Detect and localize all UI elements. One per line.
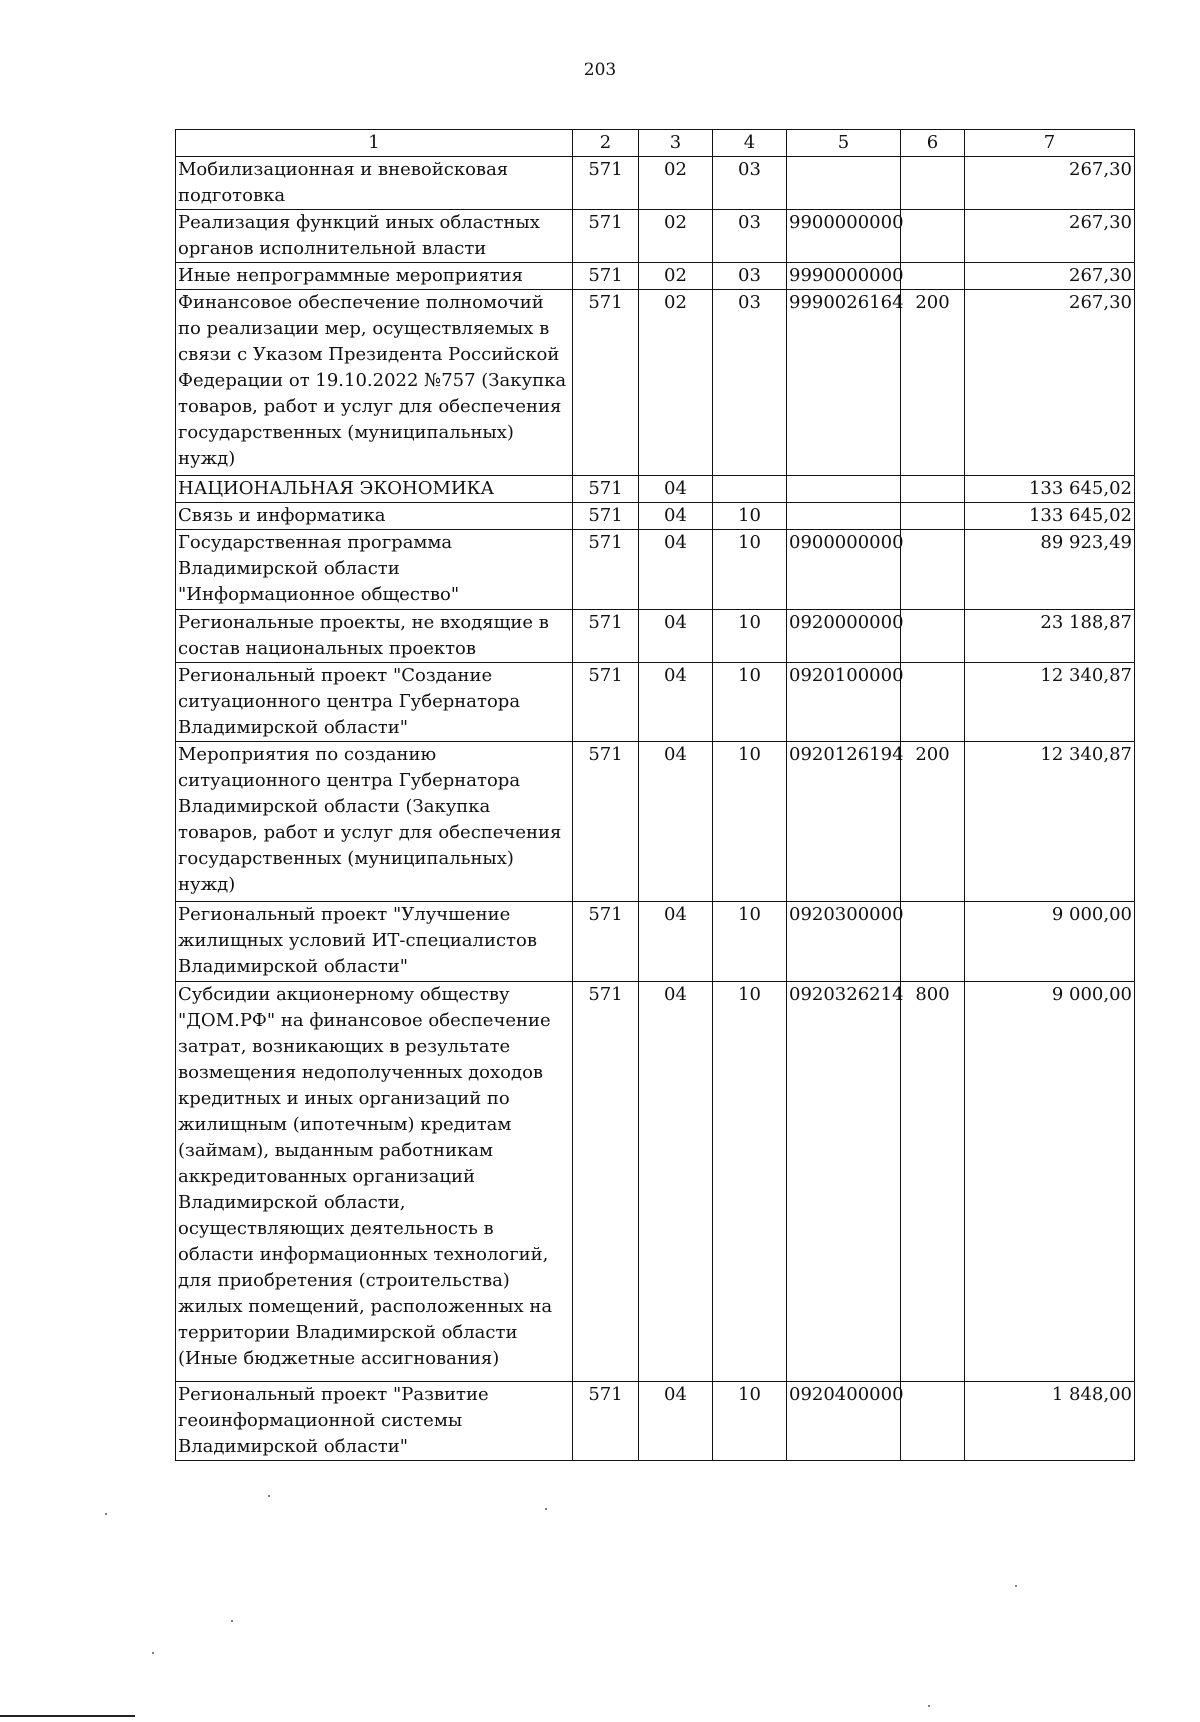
row-code-gr: 571: [573, 530, 639, 610]
row-code-gr: 571: [573, 210, 639, 263]
row-name: Иные непрограммные мероприятия: [176, 263, 573, 290]
row-code-csr: 0920000000: [787, 610, 901, 663]
row-code-rz: 04: [639, 663, 713, 742]
row-name: Мероприятия по созданию ситуационного центра Губернатора Владимирской области (Закупка товаров, работ и услуг для обеспечения государственных (муниципальных) нужд): [176, 742, 573, 902]
row-code-rz: 04: [639, 476, 713, 503]
row-code-pr: 10: [713, 902, 787, 982]
row-code-vr: [901, 503, 965, 530]
row-code-pr: 10: [713, 982, 787, 1382]
row-code-csr: [787, 476, 901, 503]
row-sum: 133 645,02: [965, 503, 1135, 530]
row-sum: 133 645,02: [965, 476, 1135, 503]
row-code-vr: [901, 610, 965, 663]
row-code-gr: 571: [573, 290, 639, 476]
row-code-pr: 10: [713, 503, 787, 530]
row-code-gr: 571: [573, 1382, 639, 1461]
row-sum: 9 000,00: [965, 982, 1135, 1382]
bottom-edge-rule: [0, 1715, 135, 1717]
row-name: Государственная программа Владимирской области "Информационное общество": [176, 530, 573, 610]
row-code-gr: 571: [573, 742, 639, 902]
row-sum: 89 923,49: [965, 530, 1135, 610]
table-row: [176, 263, 1135, 290]
table-row: [176, 210, 1135, 263]
row-name: Субсидии акционерному обществу "ДОМ.РФ" на финансовое обеспечение затрат, возникающих в результате возмещения недополученных доходов кредитных и иных организаций по жилищным (ипотечным) кредитам (займам), выданным работникам аккредитованных организаций Владимирской области, осуществляющих деятельность в области информационных технологий, для приобретения (строительства) жилых помещений, расположенных на территории Владимирской области (Иные бюджетные ассигнования): [176, 982, 573, 1382]
row-name: Финансовое обеспечение полномочий по реализации мер, осуществляемых в связи с Указом Президента Российской Федерации от 19.10.2022 №757 (Закупка товаров, работ и услуг для обеспечения государственных (муниципальных) нужд): [176, 290, 573, 476]
row-code-gr: 571: [573, 503, 639, 530]
row-code-rz: 04: [639, 742, 713, 902]
row-code-vr: [901, 1382, 965, 1461]
table-row: [176, 902, 1135, 982]
row-code-vr: 800: [901, 982, 965, 1382]
row-code-csr: 0920126194: [787, 742, 901, 902]
scan-speck: [105, 1513, 107, 1515]
row-code-pr: 03: [713, 210, 787, 263]
table-header-row: [176, 130, 1135, 157]
row-code-csr: 9900000000: [787, 210, 901, 263]
page-number: 203: [583, 60, 617, 80]
row-code-rz: 04: [639, 1382, 713, 1461]
row-code-rz: 04: [639, 503, 713, 530]
row-code-pr: 10: [713, 530, 787, 610]
row-code-vr: [901, 157, 965, 210]
row-code-csr: 0900000000: [787, 530, 901, 610]
header-cell-7: 7: [965, 130, 1135, 157]
row-code-gr: 571: [573, 663, 639, 742]
scan-speck: [545, 1508, 547, 1510]
row-code-pr: 03: [713, 290, 787, 476]
row-code-pr: [713, 476, 787, 503]
row-sum: 267,30: [965, 263, 1135, 290]
row-code-csr: 9990000000: [787, 263, 901, 290]
header-cell-5: 5: [787, 130, 901, 157]
table-row: [176, 742, 1135, 902]
row-code-vr: [901, 263, 965, 290]
row-code-gr: 571: [573, 902, 639, 982]
scan-speck: [1015, 1585, 1017, 1587]
row-sum: 267,30: [965, 157, 1135, 210]
row-name: Региональные проекты, не входящие в состав национальных проектов: [176, 610, 573, 663]
row-code-gr: 571: [573, 263, 639, 290]
row-code-csr: 0920300000: [787, 902, 901, 982]
row-name: НАЦИОНАЛЬНАЯ ЭКОНОМИКА: [176, 476, 573, 503]
row-code-gr: 571: [573, 476, 639, 503]
row-code-vr: [901, 530, 965, 610]
row-code-rz: 02: [639, 290, 713, 476]
row-code-rz: 04: [639, 610, 713, 663]
row-code-csr: 9990026164: [787, 290, 901, 476]
budget-table: [175, 129, 1135, 1461]
header-cell-2: 2: [573, 130, 639, 157]
row-code-rz: 02: [639, 263, 713, 290]
scan-speck: [268, 1495, 270, 1497]
row-code-vr: [901, 210, 965, 263]
row-code-gr: 571: [573, 982, 639, 1382]
row-code-rz: 04: [639, 902, 713, 982]
row-sum: 267,30: [965, 290, 1135, 476]
row-code-pr: 03: [713, 263, 787, 290]
row-code-pr: 10: [713, 610, 787, 663]
scan-speck: [231, 1620, 233, 1622]
row-code-rz: 02: [639, 210, 713, 263]
table-row: [176, 157, 1135, 210]
row-code-rz: 04: [639, 982, 713, 1382]
header-cell-3: 3: [639, 130, 713, 157]
header-cell-1: 1: [176, 130, 573, 157]
row-name: Региональный проект "Улучшение жилищных условий ИТ-специалистов Владимирской области": [176, 902, 573, 982]
row-code-rz: 04: [639, 530, 713, 610]
row-sum: 267,30: [965, 210, 1135, 263]
row-sum: 9 000,00: [965, 902, 1135, 982]
table-row: [176, 503, 1135, 530]
row-name: Региональный проект "Создание ситуационного центра Губернатора Владимирской области": [176, 663, 573, 742]
table-row: [176, 530, 1135, 610]
row-code-vr: [901, 663, 965, 742]
row-sum: 1 848,00: [965, 1382, 1135, 1461]
row-name: Связь и информатика: [176, 503, 573, 530]
row-code-csr: [787, 503, 901, 530]
scan-speck: [152, 1652, 154, 1654]
row-code-pr: 10: [713, 1382, 787, 1461]
row-code-vr: 200: [901, 742, 965, 902]
row-name: Региональный проект "Развитие геоинформационной системы Владимирской области": [176, 1382, 573, 1461]
row-code-csr: [787, 157, 901, 210]
row-name: Реализация функций иных областных органов исполнительной власти: [176, 210, 573, 263]
row-sum: 12 340,87: [965, 663, 1135, 742]
row-code-gr: 571: [573, 610, 639, 663]
row-code-pr: 10: [713, 663, 787, 742]
row-code-vr: 200: [901, 290, 965, 476]
table-row: [176, 982, 1135, 1382]
row-name: Мобилизационная и вневойсковая подготовка: [176, 157, 573, 210]
row-sum: 23 188,87: [965, 610, 1135, 663]
row-sum: 12 340,87: [965, 742, 1135, 902]
row-code-rz: 02: [639, 157, 713, 210]
row-code-gr: 571: [573, 157, 639, 210]
row-code-vr: [901, 902, 965, 982]
table-row: [176, 290, 1135, 476]
table-row: [176, 663, 1135, 742]
table-row: [176, 610, 1135, 663]
row-code-csr: 0920100000: [787, 663, 901, 742]
table-row: [176, 476, 1135, 503]
row-code-csr: 0920326214: [787, 982, 901, 1382]
row-code-pr: 03: [713, 157, 787, 210]
row-code-csr: 0920400000: [787, 1382, 901, 1461]
header-cell-4: 4: [713, 130, 787, 157]
scan-speck: [928, 1705, 930, 1707]
table-row: [176, 1382, 1135, 1461]
table-body: [176, 130, 1135, 1461]
header-cell-6: 6: [901, 130, 965, 157]
row-code-vr: [901, 476, 965, 503]
row-code-pr: 10: [713, 742, 787, 902]
